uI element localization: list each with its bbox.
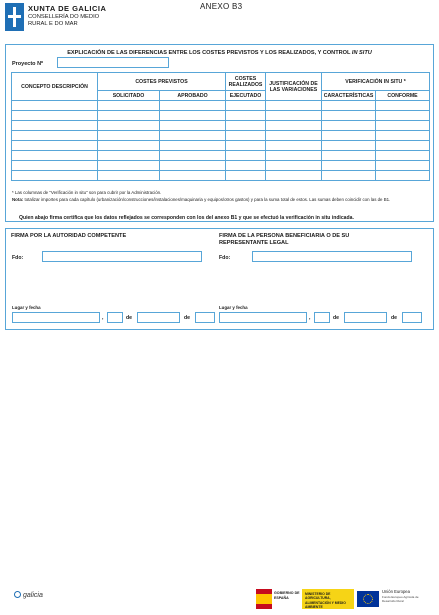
table-row bbox=[12, 151, 430, 161]
table-cell[interactable] bbox=[266, 131, 322, 141]
table-cell[interactable] bbox=[98, 141, 160, 151]
table-cell[interactable] bbox=[376, 161, 430, 171]
table-cell[interactable] bbox=[226, 111, 266, 121]
right-place-input[interactable] bbox=[219, 312, 307, 323]
col-conform: CONFORME bbox=[376, 91, 430, 101]
left-de-label: de bbox=[126, 315, 133, 321]
table-cell[interactable] bbox=[376, 121, 430, 131]
galicia-logo bbox=[14, 591, 43, 599]
table-cell[interactable] bbox=[376, 151, 430, 161]
right-signature-title: FIRMA DE LA PERSONA BENEFICIARIA O DE SU REPRESENTANTE LEGAL bbox=[219, 233, 350, 246]
project-label: Proyecto Nº bbox=[12, 61, 44, 67]
note-totals bbox=[12, 197, 430, 203]
table-body bbox=[12, 101, 430, 181]
col-requested: SOLICITADO bbox=[98, 91, 160, 101]
table-cell[interactable] bbox=[322, 171, 376, 181]
table-cell[interactable] bbox=[98, 111, 160, 121]
xunta-logo bbox=[5, 3, 115, 33]
table-cell[interactable] bbox=[322, 121, 376, 131]
table-cell[interactable] bbox=[226, 141, 266, 151]
spain-flag-icon bbox=[256, 589, 272, 609]
col-characteristics: CARACTERÍSTICAS bbox=[322, 91, 376, 101]
table-cell[interactable] bbox=[160, 131, 226, 141]
table-cell[interactable] bbox=[12, 121, 98, 131]
table-cell[interactable] bbox=[376, 141, 430, 151]
table-cell[interactable] bbox=[226, 171, 266, 181]
form-title bbox=[6, 50, 433, 56]
table-cell[interactable] bbox=[322, 131, 376, 141]
table-cell[interactable] bbox=[98, 101, 160, 111]
right-place-date-label: Lugar y fecha bbox=[219, 305, 248, 310]
right-de-label: de bbox=[333, 315, 340, 321]
ministry-text: MINISTERIO DE AGRICULTURA, ALIMENTACIÓN Y MEDIO AMBIENTE bbox=[305, 592, 346, 610]
table-cell[interactable] bbox=[376, 131, 430, 141]
right-de-label-2: de bbox=[391, 315, 398, 321]
galicia-mark-icon bbox=[14, 591, 21, 598]
table-cell[interactable] bbox=[226, 121, 266, 131]
table-cell[interactable] bbox=[98, 171, 160, 181]
left-de-label-2: de bbox=[184, 315, 191, 321]
left-place-input[interactable] bbox=[12, 312, 100, 323]
right-day-input[interactable] bbox=[314, 312, 330, 323]
table-row bbox=[12, 171, 430, 181]
right-fdo-input[interactable] bbox=[252, 251, 412, 262]
left-comma: , bbox=[102, 315, 104, 321]
note-columns: * Las columnas de "Verificación in situ" son para cubrir por la Administración. bbox=[12, 190, 162, 195]
table-cell[interactable] bbox=[12, 101, 98, 111]
eu-logo bbox=[357, 588, 429, 610]
costs-form-section bbox=[5, 44, 434, 222]
left-place-date-label: Lugar y fecha bbox=[12, 305, 41, 310]
government-logo bbox=[256, 589, 354, 609]
table-cell[interactable] bbox=[266, 141, 322, 151]
table-cell[interactable] bbox=[266, 171, 322, 181]
table-row bbox=[12, 131, 430, 141]
left-day-input[interactable] bbox=[107, 312, 123, 323]
table-cell[interactable] bbox=[160, 111, 226, 121]
note-text: totalizar importes para cada capítulo (urbanización/construcciones/instalaciones/maquinaria y equipos/otros gastos) y para la suma total de estos. Las sumas deben coincidir con las de B1. bbox=[24, 197, 391, 202]
eu-subtitle: Fondo Europeo Agrícola de Desarrollo Rural bbox=[382, 595, 419, 603]
signature-section bbox=[5, 228, 434, 330]
table-row bbox=[12, 161, 430, 171]
group-realized-costs: COSTES REALIZADOS bbox=[226, 73, 266, 91]
form-title-text: EXPLICACIÓN DE LAS DIFERENCIAS ENTRE LOS COSTES PREVISTOS Y LOS REALIZADOS, Y CONTROL bbox=[67, 50, 351, 56]
note-label: Nota: bbox=[12, 197, 24, 202]
xunta-cross-icon bbox=[5, 3, 24, 31]
certification-text: Quien abajo firma certifica que los datos reflejados se corresponden con los del anexo B1 y que se efectuó la verificación in situ indicada. bbox=[19, 215, 354, 221]
eu-title: Unión Europea bbox=[382, 589, 410, 594]
table-cell[interactable] bbox=[12, 171, 98, 181]
table-row bbox=[12, 111, 430, 121]
table-cell[interactable] bbox=[98, 121, 160, 131]
costs-table bbox=[11, 72, 430, 181]
logo-subtitle: CONSELLERÍA DO MEDIO RURAL E DO MAR bbox=[28, 14, 100, 27]
table-cell[interactable] bbox=[322, 101, 376, 111]
table-cell[interactable] bbox=[376, 101, 430, 111]
table-cell[interactable] bbox=[226, 131, 266, 141]
table-cell[interactable] bbox=[322, 151, 376, 161]
table-cell[interactable] bbox=[160, 171, 226, 181]
table-cell[interactable] bbox=[98, 131, 160, 141]
table-cell[interactable] bbox=[160, 141, 226, 151]
group-planned-costs: COSTES PREVISTOS bbox=[98, 73, 226, 91]
government-text: GOBIERNO DE ESPAÑA bbox=[274, 591, 300, 600]
table-cell[interactable] bbox=[160, 101, 226, 111]
table-cell[interactable] bbox=[266, 151, 322, 161]
logo-title: XUNTA DE GALICIA bbox=[28, 4, 107, 13]
table-cell[interactable] bbox=[322, 111, 376, 121]
table-cell[interactable] bbox=[266, 111, 322, 121]
col-concept: CONCEPTO DESCRIPCIÓN bbox=[12, 73, 98, 101]
col-justification: JUSTIFICACIÓN DE LAS VARIACIONES bbox=[266, 73, 322, 101]
left-fdo-input[interactable] bbox=[42, 251, 202, 262]
right-comma: , bbox=[309, 315, 311, 321]
table-cell[interactable] bbox=[160, 151, 226, 161]
table-cell[interactable] bbox=[12, 151, 98, 161]
table-cell[interactable] bbox=[12, 141, 98, 151]
group-verification: VERIFICACIÓN IN SITU * bbox=[322, 73, 430, 91]
table-row bbox=[12, 121, 430, 131]
table-cell[interactable] bbox=[12, 131, 98, 141]
eu-flag-icon bbox=[357, 591, 379, 607]
ministry-box bbox=[302, 589, 354, 609]
col-approved: APROBADO bbox=[160, 91, 226, 101]
table-cell[interactable] bbox=[376, 111, 430, 121]
table-cell[interactable] bbox=[98, 151, 160, 161]
galicia-text: galicia bbox=[23, 592, 43, 599]
col-executed: EJECUTADO bbox=[226, 91, 266, 101]
table-cell[interactable] bbox=[226, 161, 266, 171]
table-cell[interactable] bbox=[160, 161, 226, 171]
table-cell[interactable] bbox=[226, 151, 266, 161]
table-cell[interactable] bbox=[226, 101, 266, 111]
right-year-input[interactable] bbox=[402, 312, 422, 323]
right-fdo-label: Fdo: bbox=[219, 255, 231, 261]
table-cell[interactable] bbox=[266, 161, 322, 171]
right-month-input[interactable] bbox=[344, 312, 387, 323]
table-cell[interactable] bbox=[266, 121, 322, 131]
left-signature-title: FIRMA POR LA AUTORIDAD COMPETENTE bbox=[11, 233, 127, 239]
left-month-input[interactable] bbox=[137, 312, 180, 323]
table-cell[interactable] bbox=[160, 121, 226, 131]
table-cell[interactable] bbox=[322, 161, 376, 171]
annex-label: ANEXO B3 bbox=[200, 2, 243, 11]
table-cell[interactable] bbox=[266, 101, 322, 111]
form-title-emphasis: IN SITU bbox=[351, 50, 372, 56]
project-number-input[interactable] bbox=[57, 57, 169, 68]
table-row bbox=[12, 141, 430, 151]
left-fdo-label: Fdo: bbox=[12, 255, 24, 261]
table-cell[interactable] bbox=[12, 111, 98, 121]
table-cell[interactable] bbox=[98, 161, 160, 171]
table-cell[interactable] bbox=[376, 171, 430, 181]
table-cell[interactable] bbox=[322, 141, 376, 151]
left-year-input[interactable] bbox=[195, 312, 215, 323]
table-row bbox=[12, 101, 430, 111]
table-cell[interactable] bbox=[12, 161, 98, 171]
